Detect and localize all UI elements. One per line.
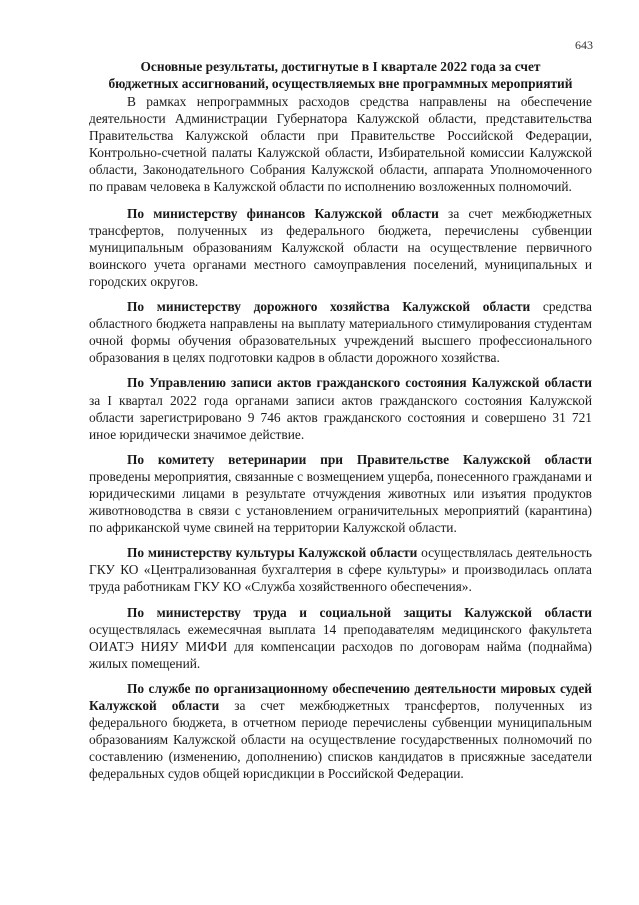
- section-finance: [89, 205, 592, 290]
- section-text: осуществлялась деятельность ГКУ КО «Централизованная бухгалтерия в сфере культуры» и производилась оплата труда работникам ГКУ КО «Служба хозяйственного обеспечения».: [89, 545, 592, 595]
- page-number: 643: [575, 38, 593, 52]
- section-culture: [89, 544, 592, 595]
- section-text: за счет межбюджетных трансфертов, полученных из федерального бюджета, перечислены субвенции муниципальным образованиям Калужской области на осуществление первичного воинского учета органами местного самоуправления поселений, муниципальных и городских округов.: [89, 205, 592, 289]
- section-text: проведены мероприятия, связанные с возмещением ущерба, понесенного гражданами и юридическими лицами в результате отчуждения животных или изъятия продуктов животноводства в связи с установлением ограничительных мероприятий (карантина) по африканской чуме свиней на территории Калужской области.: [89, 468, 592, 536]
- intro-paragraph: В рамках непрограммных расходов средства направлены на обеспечение деятельности Администрации Губернатора Калужской области, представительства Правительства Калужской области при Правительстве Российской Федерации, Контрольно-счетной палаты Калужской области, Избирательной комиссии Калужской области, Законодательного Собрания Калужской области, аппарата Уполномоченного по правам человека в Калужской области по исполнению возложенных полномочий.: [89, 94, 592, 195]
- section-heading: По комитету ветеринарии при Правительстве Калужской области: [127, 451, 592, 467]
- section-heading: По министерству финансов Калужской области: [127, 205, 439, 221]
- document-body: [89, 58, 592, 790]
- page-title-line-2: бюджетных ассигнований, осуществляемых вне программных мероприятий: [108, 76, 573, 91]
- section-labor: [89, 604, 592, 672]
- section-heading: По министерству труда и социальной защиты Калужской области: [127, 604, 592, 620]
- section-heading: По службе по организационному обеспечению деятельности мировых судей Калужской области: [89, 680, 592, 713]
- section-magistrates: [89, 680, 592, 783]
- section-roads: [89, 298, 592, 366]
- section-veterinary: [89, 451, 592, 536]
- section-heading: По Управлению записи актов гражданского состояния Калужской области: [127, 375, 592, 391]
- section-heading: По министерству культуры Калужской области: [127, 545, 418, 561]
- section-text: осуществлялась ежемесячная выплата 14 преподавателям медицинского факультета ОИАТЭ НИЯУ МИФИ для компенсации расходов по договорам найма (поднайма) жилых помещений.: [89, 621, 592, 671]
- section-heading: По министерству дорожного хозяйства Калужской области: [127, 299, 531, 315]
- section-text: средства областного бюджета направлены на выплату материального стимулирования студентам очной формы обучения образовательных учреждений высшего профессионального образования в целях подготовки кадров в области дорожного хозяйства.: [89, 299, 592, 366]
- page-title-line-1: Основные результаты, достигнутые в I квартале 2022 года за счет: [140, 59, 541, 74]
- section-civil-registry: [89, 374, 592, 442]
- section-text: за I квартал 2022 года органами записи актов гражданского состояния Калужской области зарегистрировано 9 746 актов гражданского состояния и совершено 31 721 иное юридически значимое действие.: [89, 392, 592, 442]
- page-title: [89, 58, 592, 92]
- section-text: за счет межбюджетных трансфертов, полученных из федерального бюджета, в отчетном периоде перечислены субвенции муниципальным образованиям Калужской области на осуществление государственных полномочий по составлению (изменению, дополнению) списков кандидатов в присяжные заседатели федеральных судов общей юрисдикции в Российской Федерации.: [89, 698, 592, 782]
